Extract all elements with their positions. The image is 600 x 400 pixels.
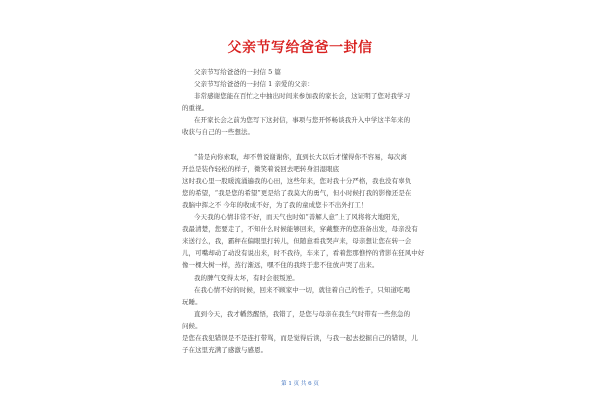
paragraph-gap — [182, 139, 450, 151]
paragraph-line: 问候。 — [182, 321, 202, 330]
paragraph-line: 我脑中挥之不 今年的收成不好，为了我的童成您卡不出外打工！ — [182, 200, 368, 209]
paragraph-line: 您的希望，“我是您的希望”更是给了我莫大的勇气，但小时候打我的影像还是在 — [182, 188, 412, 197]
paragraph-line: 是您在我犯错误是不是连打带骂，而是觉得后读，与我一起去挖掘自己的错误，儿 — [182, 333, 418, 342]
paragraph-line: 今天我的心情非常不好，而天气也时如“善解人意”上了风将将大地阳光， — [194, 213, 404, 222]
paragraph-line: 开总是装作轻松的样子，微笑着说回去吧转身泪湿眼底 — [182, 164, 340, 173]
paragraph-line: 收获与自己的一些想法。 — [182, 128, 255, 137]
paragraph-line: 在我心情不好的时候，回来不顾家中一切，就往着自己的性子，只知道吃喝 — [194, 285, 411, 294]
paragraph-line: 直到今天，我才幡然醒悟，我错了，是您与母亲在我生气时带有一些焦急的 — [194, 309, 411, 318]
letter-body — [182, 66, 450, 356]
page-number-footer: 第 1 页 共 6 页 — [281, 381, 319, 387]
letter-subheading: 父亲节写给爸爸的一封信 1 亲爱的父亲： — [194, 80, 314, 89]
paragraph-line: 玩睡。 — [182, 297, 202, 306]
paragraph-line: 我最清楚，您要走了，不知什么时候能够回来，穿戴整齐的您准备出发，母亲没有 — [182, 225, 418, 234]
page-title: 父亲节写给爸爸一封信 — [227, 40, 373, 56]
paragraph-line: “昔是向你索取，却不曾说谢谢你，直到长大以后才懂得你不容易，每次离 — [194, 152, 407, 161]
paragraph-line: 的重视。 — [182, 104, 209, 113]
paragraph-line: 我的脾气变得太坏，有时会很叛逆。 — [194, 273, 299, 282]
letter-heading: 父亲节写给爸爸的一封信 5 篇 — [194, 68, 282, 76]
paragraph-line: 在开家长会之前为您写下这封信，事项与您开怀畅谈我升入中学这半年来的 — [194, 116, 411, 125]
paragraph-line: 这时我心里一股暖流涌遍我的心田，这些年来，您对我十分严格，我也没有辜负 — [182, 176, 412, 185]
paragraph-line: 像一棵大树一样，蒸行渐远，嘿不住的我终于悲不住放声哭了出来。 — [182, 261, 379, 270]
paragraph-line: 非常感谢您能在百忙之中抽出时间来参加我的家长会，这证明了您对我学习 — [194, 92, 411, 101]
paragraph-line: 子在这里充满了感激与感恩。 — [182, 346, 268, 355]
paragraph-line: 来送行么，我，霸秤在偏眼里打转儿，但随意看我哭声来，母亲想让您在转一会 — [182, 237, 412, 246]
paragraph-line: 儿，可嘴却动了动没有说出来，时不我待，车来了，看着您那憔悴的背影在狂风中好 — [182, 249, 425, 258]
